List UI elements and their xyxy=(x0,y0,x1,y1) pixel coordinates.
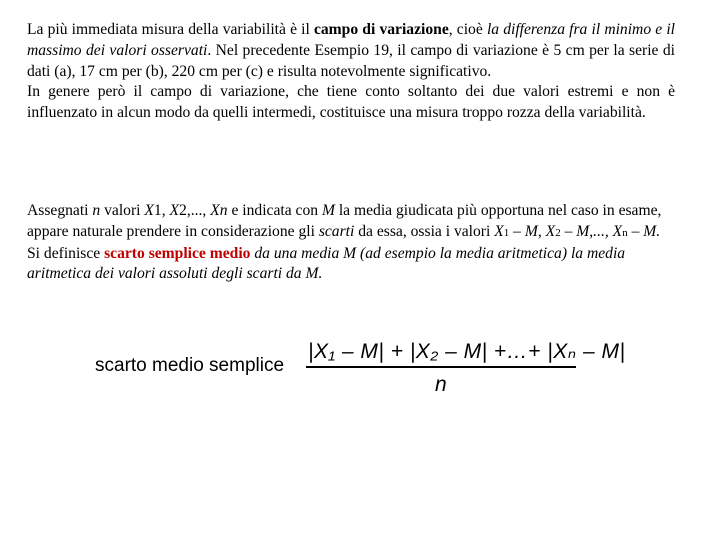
text-run: Assegnati xyxy=(27,202,93,219)
var-xn: X xyxy=(612,222,623,240)
var-xn: Xn xyxy=(210,202,228,219)
subscript: 1 xyxy=(503,226,510,239)
range-definition-italic: la differenza fra il minimo e il massimo dei valori osservati xyxy=(27,21,676,59)
text-run: – M,..., xyxy=(560,222,613,240)
text-run: ,..., xyxy=(186,202,211,219)
var-n: n xyxy=(92,202,101,219)
text-run: da essa, ossia i valori xyxy=(354,222,495,240)
subscript: 2 xyxy=(555,226,561,239)
var-x1: X xyxy=(494,222,504,240)
subscript: 2 xyxy=(179,202,187,219)
formula-denominator: n xyxy=(435,373,447,396)
var-x2: X xyxy=(169,202,180,219)
text-run: Si definisce xyxy=(27,244,105,262)
paragraph-range-definition xyxy=(27,20,675,82)
paragraph-mean-deviation-definition xyxy=(27,244,675,286)
text-run: e indicata con xyxy=(227,202,322,219)
text-run: , cioè xyxy=(448,21,487,38)
var-m: M xyxy=(321,202,335,219)
text-run: la media giudicata più opportuna nel caso in esame, appare naturale prendere in considerazione gli xyxy=(27,202,662,240)
text-block-range xyxy=(27,20,675,124)
text-run: – M, xyxy=(509,222,546,240)
text-run: La più immediata misura della variabilità è il xyxy=(27,21,314,38)
subscript: 1 xyxy=(153,202,162,219)
paragraph-deviations xyxy=(27,201,675,244)
text-run: valori xyxy=(100,202,145,219)
fraction-line xyxy=(306,366,576,368)
formula-label: scarto medio semplice xyxy=(95,355,285,376)
subscript: n xyxy=(622,226,628,239)
text-run: . Nel precedente Esempio 19, il campo di variazione è 5 cm per la serie di dati (a), 17 cm per (b), 220 cm per (c) e risulta notevolmente significativo. xyxy=(27,41,675,80)
paragraph-range-critique: In genere però il campo di variazione, che tiene conto soltanto dei due valori estremi e non è influenzato in alcun modo da quelli intermedi, costituisce una misura troppo rozza della variabilità. xyxy=(27,83,675,122)
text-block-deviation xyxy=(27,201,675,285)
formula-fraction xyxy=(300,335,626,396)
formula-numerator: |X₁ – M| + |X₂ – M| +…+ |Xₙ – M| xyxy=(308,340,626,363)
term-range: campo di variazione xyxy=(313,21,449,38)
term-scarto-semplice-medio: scarto semplice medio xyxy=(104,244,251,262)
var-x1: X xyxy=(144,202,154,219)
var-x2: X xyxy=(545,222,556,240)
definition-italic: da una media M (ad esempio la media aritmetica) la media aritmetica dei valori assoluti degli scarti da M. xyxy=(27,244,626,283)
text-run: – M. xyxy=(627,222,661,240)
term-scarti: scarti xyxy=(318,222,355,240)
text-run: , xyxy=(161,202,170,219)
